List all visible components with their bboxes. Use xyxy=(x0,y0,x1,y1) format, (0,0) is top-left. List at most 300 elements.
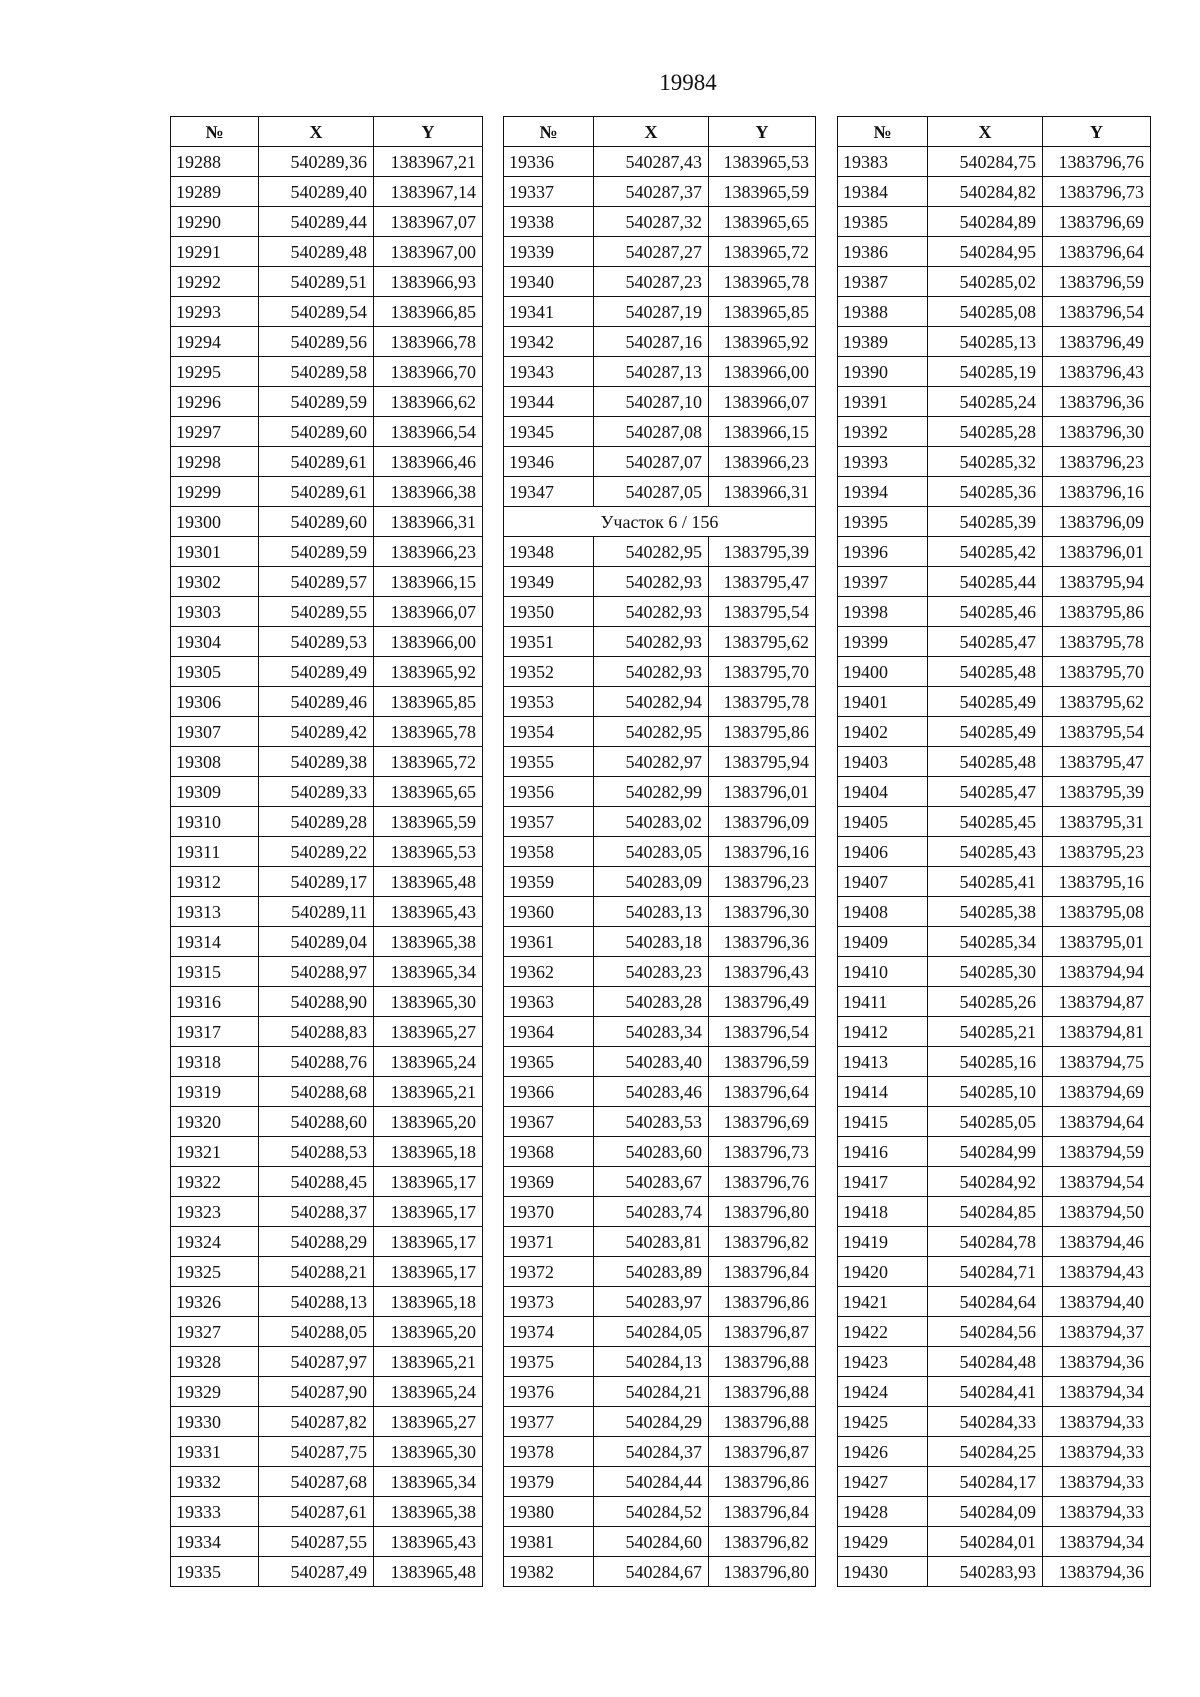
table-row xyxy=(838,447,1151,477)
point-number: 19296 xyxy=(171,387,259,417)
x-coordinate: 540284,05 xyxy=(594,1317,709,1347)
x-coordinate: 540283,60 xyxy=(594,1137,709,1167)
table-row xyxy=(838,807,1151,837)
x-coordinate: 540288,97 xyxy=(259,957,374,987)
table-row xyxy=(171,807,483,837)
x-coordinate: 540285,49 xyxy=(928,717,1043,747)
table-row xyxy=(504,567,816,597)
point-number: 19377 xyxy=(504,1407,594,1437)
y-coordinate: 1383795,01 xyxy=(1043,927,1151,957)
x-coordinate: 540282,93 xyxy=(594,597,709,627)
point-number: 19320 xyxy=(171,1107,259,1137)
y-coordinate: 1383796,80 xyxy=(709,1557,816,1587)
x-coordinate: 540285,36 xyxy=(928,477,1043,507)
y-coordinate: 1383796,73 xyxy=(709,1137,816,1167)
point-number: 19312 xyxy=(171,867,259,897)
x-coordinate: 540284,48 xyxy=(928,1347,1043,1377)
point-number: 19346 xyxy=(504,447,594,477)
table-row xyxy=(171,657,483,687)
y-coordinate: 1383966,46 xyxy=(374,447,483,477)
x-coordinate: 540289,60 xyxy=(259,417,374,447)
y-coordinate: 1383794,94 xyxy=(1043,957,1151,987)
y-coordinate: 1383796,09 xyxy=(1043,507,1151,537)
table-row xyxy=(504,1077,816,1107)
x-coordinate: 540287,07 xyxy=(594,447,709,477)
y-coordinate: 1383965,92 xyxy=(709,327,816,357)
header-number: № xyxy=(504,117,594,147)
x-coordinate: 540288,13 xyxy=(259,1287,374,1317)
x-coordinate: 540284,01 xyxy=(928,1527,1043,1557)
y-coordinate: 1383796,64 xyxy=(1043,237,1151,267)
y-coordinate: 1383966,31 xyxy=(374,507,483,537)
point-number: 19304 xyxy=(171,627,259,657)
table-row xyxy=(838,1437,1151,1467)
x-coordinate: 540289,40 xyxy=(259,177,374,207)
table-row xyxy=(171,1167,483,1197)
y-coordinate: 1383796,49 xyxy=(709,987,816,1017)
x-coordinate: 540289,49 xyxy=(259,657,374,687)
point-number: 19419 xyxy=(838,1227,928,1257)
y-coordinate: 1383965,17 xyxy=(374,1227,483,1257)
table-row xyxy=(171,237,483,267)
y-coordinate: 1383796,30 xyxy=(709,897,816,927)
y-coordinate: 1383794,36 xyxy=(1043,1557,1151,1587)
point-number: 19356 xyxy=(504,777,594,807)
table-row xyxy=(171,357,483,387)
point-number: 19354 xyxy=(504,717,594,747)
point-number: 19421 xyxy=(838,1287,928,1317)
point-number: 19308 xyxy=(171,747,259,777)
point-number: 19351 xyxy=(504,627,594,657)
table-row xyxy=(838,237,1151,267)
point-number: 19349 xyxy=(504,567,594,597)
x-coordinate: 540285,02 xyxy=(928,267,1043,297)
x-coordinate: 540284,64 xyxy=(928,1287,1043,1317)
y-coordinate: 1383966,07 xyxy=(374,597,483,627)
table-row xyxy=(171,717,483,747)
point-number: 19415 xyxy=(838,1107,928,1137)
point-number: 19331 xyxy=(171,1437,259,1467)
point-number: 19364 xyxy=(504,1017,594,1047)
x-coordinate: 540287,97 xyxy=(259,1347,374,1377)
y-coordinate: 1383966,07 xyxy=(709,387,816,417)
table-row xyxy=(838,567,1151,597)
point-number: 19424 xyxy=(838,1377,928,1407)
table-row xyxy=(171,177,483,207)
point-number: 19325 xyxy=(171,1257,259,1287)
x-coordinate: 540284,56 xyxy=(928,1317,1043,1347)
y-coordinate: 1383794,54 xyxy=(1043,1167,1151,1197)
table-row xyxy=(171,927,483,957)
point-number: 19298 xyxy=(171,447,259,477)
table-row xyxy=(171,1347,483,1377)
y-coordinate: 1383794,33 xyxy=(1043,1467,1151,1497)
y-coordinate: 1383796,84 xyxy=(709,1257,816,1287)
x-coordinate: 540285,47 xyxy=(928,627,1043,657)
x-coordinate: 540289,56 xyxy=(259,327,374,357)
point-number: 19428 xyxy=(838,1497,928,1527)
point-number: 19380 xyxy=(504,1497,594,1527)
table-row xyxy=(504,777,816,807)
x-coordinate: 540284,67 xyxy=(594,1557,709,1587)
point-number: 19409 xyxy=(838,927,928,957)
point-number: 19386 xyxy=(838,237,928,267)
header-x: X xyxy=(594,117,709,147)
x-coordinate: 540288,68 xyxy=(259,1077,374,1107)
point-number: 19295 xyxy=(171,357,259,387)
x-coordinate: 540285,39 xyxy=(928,507,1043,537)
table-row xyxy=(504,627,816,657)
table-row xyxy=(838,987,1151,1017)
y-coordinate: 1383796,09 xyxy=(709,807,816,837)
point-number: 19360 xyxy=(504,897,594,927)
table-row xyxy=(504,417,816,447)
y-coordinate: 1383796,36 xyxy=(1043,387,1151,417)
y-coordinate: 1383795,39 xyxy=(1043,777,1151,807)
x-coordinate: 540289,36 xyxy=(259,147,374,177)
y-coordinate: 1383965,24 xyxy=(374,1047,483,1077)
table-row xyxy=(504,1107,816,1137)
y-coordinate: 1383965,53 xyxy=(709,147,816,177)
y-coordinate: 1383966,70 xyxy=(374,357,483,387)
point-number: 19311 xyxy=(171,837,259,867)
table-row xyxy=(504,1017,816,1047)
y-coordinate: 1383965,53 xyxy=(374,837,483,867)
y-coordinate: 1383796,86 xyxy=(709,1287,816,1317)
x-coordinate: 540284,17 xyxy=(928,1467,1043,1497)
table-row xyxy=(838,297,1151,327)
point-number: 19299 xyxy=(171,477,259,507)
point-number: 19410 xyxy=(838,957,928,987)
y-coordinate: 1383795,16 xyxy=(1043,867,1151,897)
y-coordinate: 1383966,15 xyxy=(374,567,483,597)
y-coordinate: 1383795,62 xyxy=(709,627,816,657)
x-coordinate: 540287,10 xyxy=(594,387,709,417)
x-coordinate: 540283,18 xyxy=(594,927,709,957)
x-coordinate: 540289,17 xyxy=(259,867,374,897)
point-number: 19302 xyxy=(171,567,259,597)
table-row xyxy=(504,147,816,177)
x-coordinate: 540288,45 xyxy=(259,1167,374,1197)
x-coordinate: 540289,46 xyxy=(259,687,374,717)
x-coordinate: 540289,58 xyxy=(259,357,374,387)
table-row xyxy=(171,207,483,237)
x-coordinate: 540284,75 xyxy=(928,147,1043,177)
y-coordinate: 1383796,01 xyxy=(1043,537,1151,567)
y-coordinate: 1383965,18 xyxy=(374,1137,483,1167)
y-coordinate: 1383967,14 xyxy=(374,177,483,207)
y-coordinate: 1383796,01 xyxy=(709,777,816,807)
y-coordinate: 1383965,30 xyxy=(374,1437,483,1467)
x-coordinate: 540282,93 xyxy=(594,627,709,657)
x-coordinate: 540285,34 xyxy=(928,927,1043,957)
y-coordinate: 1383965,43 xyxy=(374,897,483,927)
point-number: 19397 xyxy=(838,567,928,597)
table-row xyxy=(504,447,816,477)
y-coordinate: 1383794,34 xyxy=(1043,1377,1151,1407)
point-number: 19362 xyxy=(504,957,594,987)
table-row xyxy=(171,1497,483,1527)
table-row xyxy=(171,267,483,297)
point-number: 19307 xyxy=(171,717,259,747)
x-coordinate: 540288,76 xyxy=(259,1047,374,1077)
point-number: 19393 xyxy=(838,447,928,477)
table-row xyxy=(838,897,1151,927)
point-number: 19368 xyxy=(504,1137,594,1167)
x-coordinate: 540284,99 xyxy=(928,1137,1043,1167)
x-coordinate: 540284,92 xyxy=(928,1167,1043,1197)
y-coordinate: 1383794,81 xyxy=(1043,1017,1151,1047)
y-coordinate: 1383965,65 xyxy=(374,777,483,807)
x-coordinate: 540285,24 xyxy=(928,387,1043,417)
table-row xyxy=(171,477,483,507)
x-coordinate: 540289,55 xyxy=(259,597,374,627)
point-number: 19407 xyxy=(838,867,928,897)
table-row xyxy=(838,867,1151,897)
point-number: 19291 xyxy=(171,237,259,267)
x-coordinate: 540288,29 xyxy=(259,1227,374,1257)
y-coordinate: 1383966,00 xyxy=(709,357,816,387)
y-coordinate: 1383796,23 xyxy=(1043,447,1151,477)
table-row xyxy=(838,1167,1151,1197)
y-coordinate: 1383794,59 xyxy=(1043,1137,1151,1167)
table-row xyxy=(171,1227,483,1257)
y-coordinate: 1383965,48 xyxy=(374,867,483,897)
y-coordinate: 1383965,92 xyxy=(374,657,483,687)
y-coordinate: 1383795,78 xyxy=(1043,627,1151,657)
table-row xyxy=(171,627,483,657)
y-coordinate: 1383965,34 xyxy=(374,957,483,987)
y-coordinate: 1383965,27 xyxy=(374,1407,483,1437)
x-coordinate: 540287,37 xyxy=(594,177,709,207)
point-number: 19334 xyxy=(171,1527,259,1557)
y-coordinate: 1383965,65 xyxy=(709,207,816,237)
y-coordinate: 1383796,88 xyxy=(709,1347,816,1377)
point-number: 19371 xyxy=(504,1227,594,1257)
point-number: 19327 xyxy=(171,1317,259,1347)
header-y: Y xyxy=(1043,117,1151,147)
table-row xyxy=(504,1167,816,1197)
x-coordinate: 540283,05 xyxy=(594,837,709,867)
y-coordinate: 1383794,43 xyxy=(1043,1257,1151,1287)
x-coordinate: 540283,89 xyxy=(594,1257,709,1287)
y-coordinate: 1383795,70 xyxy=(709,657,816,687)
x-coordinate: 540285,42 xyxy=(928,537,1043,567)
y-coordinate: 1383965,72 xyxy=(374,747,483,777)
x-coordinate: 540282,97 xyxy=(594,747,709,777)
x-coordinate: 540289,28 xyxy=(259,807,374,837)
point-number: 19381 xyxy=(504,1527,594,1557)
x-coordinate: 540285,10 xyxy=(928,1077,1043,1107)
x-coordinate: 540289,51 xyxy=(259,267,374,297)
coordinates-table-1 xyxy=(170,116,483,1587)
table-row xyxy=(838,957,1151,987)
table-row xyxy=(171,447,483,477)
table-row xyxy=(171,1077,483,1107)
table-row xyxy=(504,837,816,867)
point-number: 19429 xyxy=(838,1527,928,1557)
x-coordinate: 540282,93 xyxy=(594,657,709,687)
point-number: 19417 xyxy=(838,1167,928,1197)
table-row xyxy=(171,1287,483,1317)
x-coordinate: 540284,71 xyxy=(928,1257,1043,1287)
y-coordinate: 1383796,88 xyxy=(709,1377,816,1407)
x-coordinate: 540287,05 xyxy=(594,477,709,507)
table-row xyxy=(838,147,1151,177)
x-coordinate: 540289,22 xyxy=(259,837,374,867)
table-row xyxy=(171,1197,483,1227)
y-coordinate: 1383965,17 xyxy=(374,1257,483,1287)
y-coordinate: 1383796,49 xyxy=(1043,327,1151,357)
table-row xyxy=(838,1467,1151,1497)
x-coordinate: 540289,33 xyxy=(259,777,374,807)
y-coordinate: 1383965,59 xyxy=(709,177,816,207)
table-row xyxy=(504,597,816,627)
table-row xyxy=(504,1407,816,1437)
table-row xyxy=(504,1287,816,1317)
table-row xyxy=(838,1047,1151,1077)
x-coordinate: 540285,19 xyxy=(928,357,1043,387)
x-coordinate: 540287,49 xyxy=(259,1557,374,1587)
y-coordinate: 1383965,17 xyxy=(374,1197,483,1227)
point-number: 19420 xyxy=(838,1257,928,1287)
table-row xyxy=(504,867,816,897)
table-row xyxy=(838,717,1151,747)
table-row xyxy=(171,687,483,717)
y-coordinate: 1383966,38 xyxy=(374,477,483,507)
y-coordinate: 1383966,93 xyxy=(374,267,483,297)
y-coordinate: 1383965,30 xyxy=(374,987,483,1017)
y-coordinate: 1383796,69 xyxy=(1043,207,1151,237)
x-coordinate: 540284,44 xyxy=(594,1467,709,1497)
x-coordinate: 540285,48 xyxy=(928,747,1043,777)
y-coordinate: 1383966,62 xyxy=(374,387,483,417)
table-row xyxy=(838,837,1151,867)
x-coordinate: 540284,37 xyxy=(594,1437,709,1467)
y-coordinate: 1383796,73 xyxy=(1043,177,1151,207)
point-number: 19342 xyxy=(504,327,594,357)
y-coordinate: 1383796,43 xyxy=(709,957,816,987)
table-row xyxy=(838,1347,1151,1377)
point-number: 19363 xyxy=(504,987,594,1017)
point-number: 19383 xyxy=(838,147,928,177)
table-row xyxy=(838,747,1151,777)
point-number: 19376 xyxy=(504,1377,594,1407)
point-number: 19365 xyxy=(504,1047,594,1077)
x-coordinate: 540284,78 xyxy=(928,1227,1043,1257)
point-number: 19317 xyxy=(171,1017,259,1047)
point-number: 19300 xyxy=(171,507,259,537)
header-y: Y xyxy=(374,117,483,147)
y-coordinate: 1383965,78 xyxy=(374,717,483,747)
y-coordinate: 1383796,76 xyxy=(1043,147,1151,177)
point-number: 19414 xyxy=(838,1077,928,1107)
x-coordinate: 540289,59 xyxy=(259,537,374,567)
table-row xyxy=(171,1317,483,1347)
x-coordinate: 540288,21 xyxy=(259,1257,374,1287)
point-number: 19319 xyxy=(171,1077,259,1107)
table-header-row xyxy=(171,117,483,147)
x-coordinate: 540283,09 xyxy=(594,867,709,897)
x-coordinate: 540283,74 xyxy=(594,1197,709,1227)
y-coordinate: 1383966,23 xyxy=(374,537,483,567)
y-coordinate: 1383794,87 xyxy=(1043,987,1151,1017)
point-number: 19402 xyxy=(838,717,928,747)
table-row xyxy=(504,1467,816,1497)
table-row xyxy=(504,177,816,207)
y-coordinate: 1383796,82 xyxy=(709,1527,816,1557)
point-number: 19336 xyxy=(504,147,594,177)
point-number: 19406 xyxy=(838,837,928,867)
point-number: 19423 xyxy=(838,1347,928,1377)
point-number: 19378 xyxy=(504,1437,594,1467)
x-coordinate: 540288,83 xyxy=(259,1017,374,1047)
y-coordinate: 1383796,36 xyxy=(709,927,816,957)
x-coordinate: 540283,97 xyxy=(594,1287,709,1317)
x-coordinate: 540289,61 xyxy=(259,477,374,507)
point-number: 19379 xyxy=(504,1467,594,1497)
point-number: 19390 xyxy=(838,357,928,387)
table-row xyxy=(838,1557,1151,1587)
y-coordinate: 1383967,07 xyxy=(374,207,483,237)
x-coordinate: 540283,28 xyxy=(594,987,709,1017)
table-row xyxy=(504,717,816,747)
x-coordinate: 540284,25 xyxy=(928,1437,1043,1467)
x-coordinate: 540289,11 xyxy=(259,897,374,927)
table-row xyxy=(504,1347,816,1377)
point-number: 19288 xyxy=(171,147,259,177)
header-y: Y xyxy=(709,117,816,147)
x-coordinate: 540283,34 xyxy=(594,1017,709,1047)
y-coordinate: 1383794,33 xyxy=(1043,1407,1151,1437)
x-coordinate: 540285,21 xyxy=(928,1017,1043,1047)
x-coordinate: 540289,61 xyxy=(259,447,374,477)
table-row xyxy=(504,237,816,267)
table-header-row xyxy=(838,117,1151,147)
point-number: 19289 xyxy=(171,177,259,207)
y-coordinate: 1383796,16 xyxy=(709,837,816,867)
table-row xyxy=(504,957,816,987)
table-row xyxy=(504,1527,816,1557)
table-row xyxy=(504,1047,816,1077)
y-coordinate: 1383795,86 xyxy=(1043,597,1151,627)
table-row xyxy=(504,1377,816,1407)
point-number: 19310 xyxy=(171,807,259,837)
table-row xyxy=(504,657,816,687)
point-number: 19347 xyxy=(504,477,594,507)
x-coordinate: 540285,43 xyxy=(928,837,1043,867)
y-coordinate: 1383965,85 xyxy=(709,297,816,327)
table-row xyxy=(504,267,816,297)
table-row xyxy=(504,987,816,1017)
point-number: 19398 xyxy=(838,597,928,627)
x-coordinate: 540285,16 xyxy=(928,1047,1043,1077)
table-row xyxy=(171,957,483,987)
point-number: 19400 xyxy=(838,657,928,687)
y-coordinate: 1383965,20 xyxy=(374,1107,483,1137)
point-number: 19305 xyxy=(171,657,259,687)
table-row xyxy=(504,687,816,717)
table-row xyxy=(171,1017,483,1047)
point-number: 19385 xyxy=(838,207,928,237)
point-number: 19430 xyxy=(838,1557,928,1587)
x-coordinate: 540285,48 xyxy=(928,657,1043,687)
y-coordinate: 1383796,54 xyxy=(1043,297,1151,327)
point-number: 19404 xyxy=(838,777,928,807)
table-row xyxy=(171,537,483,567)
table-row xyxy=(504,1317,816,1347)
x-coordinate: 540288,37 xyxy=(259,1197,374,1227)
